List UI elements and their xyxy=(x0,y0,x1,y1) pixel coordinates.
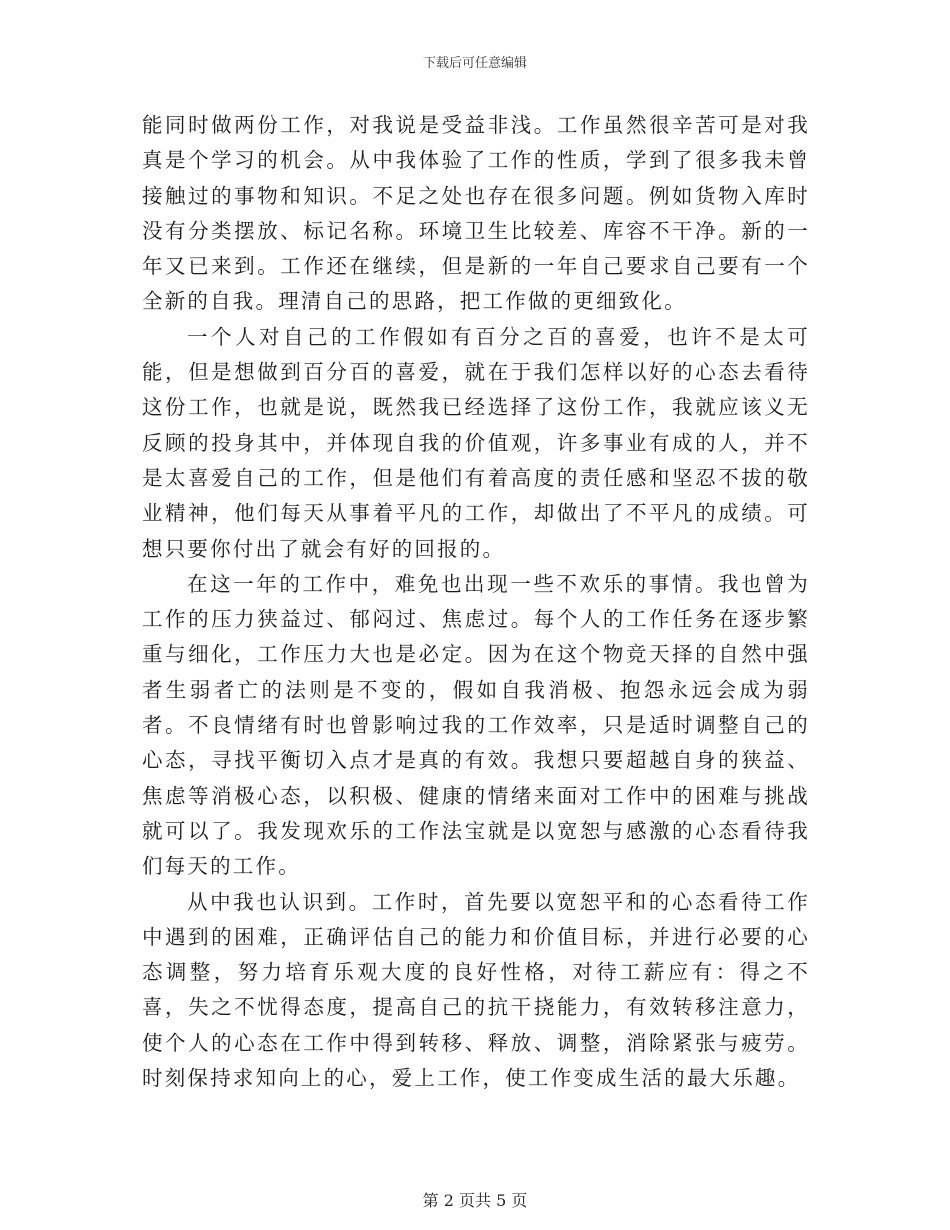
page-number: 第 2 页共 5 页 xyxy=(422,1191,528,1210)
document-body xyxy=(142,108,810,1096)
page-header-note: 下载后可任意编辑 xyxy=(422,56,527,71)
paragraph-3: 在这一年的工作中，难免也出现一些不欢乐的事情。我也曾为工作的压力狭益过、郁闷过、焦虑过。每个人的工作任务在逐步繁重与细化，工作压力大也是必定。因为在这个物竞天择的自然中强者生弱者亡的法则是不变的，假如自我消极、抱怨永远会成为弱者。不良情绪有时也曾影响过我的工作效率，只是适时调整自己的心态，寻找平衡切入点才是真的有效。我想只要超越自身的狭益、焦虑等消极心态，以积极、健康的情绪来面对工作中的困难与挑战就可以了。我发现欢乐的工作法宝就是以宽恕与感激的心态看待我们每天的工作。 xyxy=(142,571,810,879)
paragraph-2: 一个人对自己的工作假如有百分之百的喜爱，也许不是太可能，但是想做到百分百的喜爱，就在于我们怎样以好的心态去看待这份工作，也就是说，既然我已经选择了这份工作，我就应该义无反顾的投身其中，并体现自我的价值观，许多事业有成的人，并不是太喜爱自己的工作，但是他们有着高度的责任感和坚忍不拔的敬业精神，他们每天从事着平凡的工作，却做出了不平凡的成绩。可想只要你付出了就会有好的回报的。 xyxy=(142,324,810,561)
paragraph-1: 能同时做两份工作，对我说是受益非浅。工作虽然很辛苦可是对我真是个学习的机会。从中我体验了工作的性质，学到了很多我未曾接触过的事物和知识。不足之处也存在很多问题。例如货物入库时没有分类摆放、标记名称。环境卫生比较差、库容不干净。新的一年又已来到。工作还在继续，但是新的一年自己要求自己要有一个全新的自我。理清自己的思路，把工作做的更细致化。 xyxy=(142,113,810,314)
paragraph-4: 从中我也认识到。工作时，首先要以宽恕平和的心态看待工作中遇到的困难，正确评估自己的能力和价值目标，并进行必要的心态调整，努力培育乐观大度的良好性格，对待工薪应有：得之不喜，失之不忧得态度，提高自己的抗干挠能力，有效转移注意力，使个人的心态在工作中得到转移、释放、调整，消除紧张与疲劳。时刻保持求知向上的心，爱上工作，使工作变成生活的最大乐趣。 xyxy=(142,889,810,1091)
